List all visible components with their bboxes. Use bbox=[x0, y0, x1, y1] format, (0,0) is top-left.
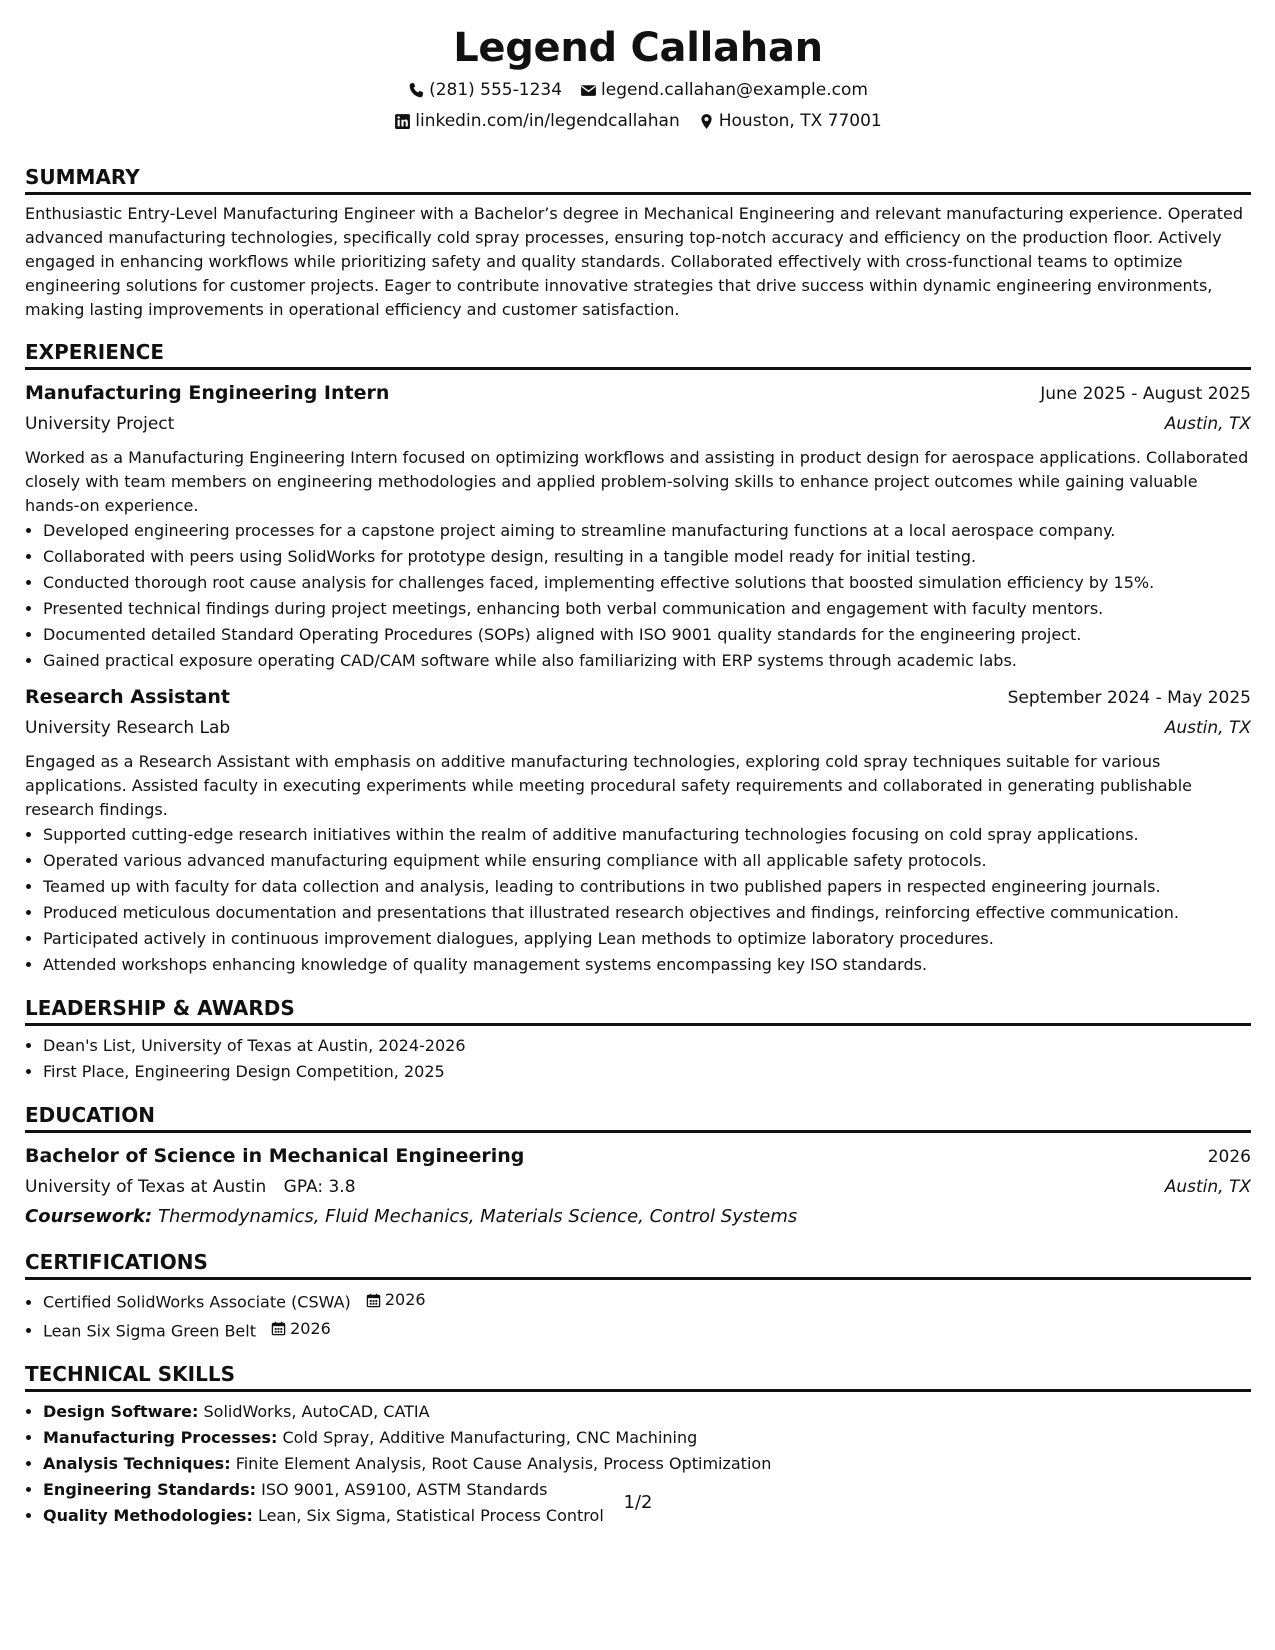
job-organization: University Project bbox=[25, 414, 175, 434]
coursework bbox=[25, 1202, 1251, 1232]
certification-name: Certified SolidWorks Associate (CSWA) bbox=[43, 1292, 351, 1312]
skill-values: Cold Spray, Additive Manufacturing, CNC Machining bbox=[282, 1428, 698, 1447]
phone-contact bbox=[408, 78, 562, 102]
list-item: • Attended workshops enhancing knowledge of quality management systems encompassing key ISO standards. bbox=[43, 952, 1251, 978]
certification-year: 2026 bbox=[384, 1290, 426, 1309]
job-location: Austin, TX bbox=[1164, 414, 1251, 434]
contact-line-1 bbox=[25, 78, 1251, 102]
list-item bbox=[43, 1316, 1251, 1345]
linkedin-contact[interactable] bbox=[394, 109, 679, 133]
coursework-label: Coursework: bbox=[25, 1206, 153, 1227]
candidate-name: Legend Callahan bbox=[453, 25, 823, 71]
skill-values: ISO 9001, AS9100, ASTM Standards bbox=[261, 1480, 548, 1499]
phone-number: (281) 555-1234 bbox=[429, 80, 563, 100]
list-item: • Documented detailed Standard Operating Procedures (SOPs) aligned with ISO 9001 quality standards for the engineering project. bbox=[43, 622, 1251, 648]
job-bullets bbox=[25, 518, 1251, 674]
list-item bbox=[43, 1425, 1251, 1451]
skill-category: Design Software: bbox=[43, 1402, 199, 1421]
skill-values: Finite Element Analysis, Root Cause Analysis, Process Optimization bbox=[235, 1454, 772, 1473]
summary-heading: SUMMARY bbox=[25, 165, 1251, 195]
awards-list bbox=[25, 1033, 1251, 1085]
job-dates: September 2024 - May 2025 bbox=[1007, 688, 1251, 708]
job-entry bbox=[25, 682, 1251, 978]
list-item: • Produced meticulous documentation and presentations that illustrated research objectives and findings, reinforcing effective communication. bbox=[43, 900, 1251, 926]
location-contact bbox=[698, 109, 882, 133]
certification-name: Lean Six Sigma Green Belt bbox=[43, 1321, 256, 1340]
school-location: Austin, TX bbox=[1164, 1177, 1251, 1197]
summary-text: Enthusiastic Entry-Level Manufacturing Engineer with a Bachelor’s degree in Mechanical Engineering and relevant manufacturing experience. Operated advanced manufacturing technologies, specifically cold spray processes, ensuring top-notch accuracy and efficiency on the production floor. Actively engaged in enhancing workflows while prioritizing safety and quality standards. Collaborated effectively with cross-functional teams to optimize engineering solutions for customer projects. Eager to contribute innovative strategies that drive success within dynamic engineering environments, making lasting improvements in operational efficiency and customer satisfaction. bbox=[25, 204, 1243, 319]
gpa: GPA: 3.8 bbox=[283, 1177, 356, 1197]
linkedin-url[interactable]: linkedin.com/in/legendcallahan bbox=[415, 111, 680, 131]
skills-heading: TECHNICAL SKILLS bbox=[25, 1362, 1251, 1392]
page-number: 1/2 bbox=[623, 1492, 653, 1513]
graduation-year: 2026 bbox=[1207, 1147, 1251, 1167]
list-item bbox=[43, 1287, 1251, 1316]
certifications-list bbox=[25, 1287, 1251, 1344]
email-address[interactable]: legend.callahan@example.com bbox=[601, 80, 868, 100]
skill-values: SolidWorks, AutoCAD, CATIA bbox=[203, 1402, 430, 1421]
job-description: Engaged as a Research Assistant with emphasis on additive manufacturing technologies, exploring cold spray techniques suitable for various applications. Assisted faculty in executing experiments while meeting procedural safety requirements and collaborated in generating publishable research findings. bbox=[25, 752, 1192, 819]
experience-heading: EXPERIENCE bbox=[25, 340, 1251, 370]
coursework-list: Thermodynamics, Fluid Mechanics, Materials Science, Control Systems bbox=[157, 1206, 798, 1227]
school-name: University of Texas at Austin bbox=[25, 1177, 267, 1197]
job-entry bbox=[25, 378, 1251, 674]
list-item: • Supported cutting-edge research initiatives within the realm of additive manufacturing technologies focusing on cold spray applications. bbox=[43, 822, 1251, 848]
list-item: • Collaborated with peers using SolidWorks for prototype design, resulting in a tangible model ready for initial testing. bbox=[43, 544, 1251, 570]
list-item bbox=[43, 1399, 1251, 1425]
job-description: Worked as a Manufacturing Engineering Intern focused on optimizing workflows and assisting in product design for aerospace applications. Collaborated closely with team members on engineering methodologies and applied problem-solving skills to enhance project outcomes while gaining valuable hands-on experience. bbox=[25, 448, 1249, 515]
list-item bbox=[43, 1451, 1251, 1477]
email-contact[interactable] bbox=[580, 78, 868, 102]
list-item: • Teamed up with faculty for data collection and analysis, leading to contributions in two published papers in respected engineering journals. bbox=[43, 874, 1251, 900]
list-item: • First Place, Engineering Design Competition, 2025 bbox=[43, 1059, 1251, 1085]
list-item: • Presented technical findings during project meetings, enhancing both verbal communication and engagement with faculty mentors. bbox=[43, 596, 1251, 622]
job-title: Manufacturing Engineering Intern bbox=[25, 382, 390, 404]
certification-date bbox=[271, 1316, 331, 1342]
school-info bbox=[25, 1172, 356, 1202]
calendar-icon bbox=[366, 1293, 381, 1308]
location-text: Houston, TX 77001 bbox=[718, 111, 882, 131]
job-title: Research Assistant bbox=[25, 686, 230, 708]
phone-icon bbox=[408, 82, 425, 99]
certifications-heading: CERTIFICATIONS bbox=[25, 1250, 1251, 1280]
skill-category: Manufacturing Processes: bbox=[43, 1428, 278, 1447]
education-heading: EDUCATION bbox=[25, 1103, 1251, 1133]
list-item: • Participated actively in continuous improvement dialogues, applying Lean methods to optimize laboratory procedures. bbox=[43, 926, 1251, 952]
linkedin-icon bbox=[394, 113, 411, 130]
skill-category: Analysis Techniques: bbox=[43, 1454, 231, 1473]
certification-date bbox=[366, 1287, 426, 1313]
skill-category: Quality Methodologies: bbox=[43, 1506, 253, 1525]
job-organization: University Research Lab bbox=[25, 718, 231, 738]
map-pin-icon bbox=[698, 113, 715, 130]
list-item: • Dean's List, University of Texas at Austin, 2024-2026 bbox=[43, 1033, 1251, 1059]
resume-page bbox=[25, 0, 1251, 1529]
job-bullets bbox=[25, 822, 1251, 978]
education-entry bbox=[25, 1141, 1251, 1232]
skill-category: Engineering Standards: bbox=[43, 1480, 257, 1499]
calendar-icon bbox=[271, 1321, 286, 1336]
list-item: • Operated various advanced manufacturing equipment while ensuring compliance with all applicable safety protocols. bbox=[43, 848, 1251, 874]
leadership-heading: LEADERSHIP & AWARDS bbox=[25, 996, 1251, 1026]
certification-year: 2026 bbox=[290, 1318, 331, 1338]
job-dates: June 2025 - August 2025 bbox=[1040, 384, 1251, 404]
list-item: • Developed engineering processes for a capstone project aiming to streamline manufacturing functions at a local aerospace company. bbox=[43, 518, 1251, 544]
skill-values: Lean, Six Sigma, Statistical Process Control bbox=[257, 1506, 604, 1525]
degree-title: Bachelor of Science in Mechanical Engineering bbox=[25, 1145, 525, 1167]
envelope-icon bbox=[580, 82, 597, 99]
contact-line-2 bbox=[25, 109, 1251, 133]
list-item: • Conducted thorough root cause analysis for challenges faced, implementing effective solutions that boosted simulation efficiency by 15%. bbox=[43, 570, 1251, 596]
job-location: Austin, TX bbox=[1164, 718, 1251, 738]
list-item: • Gained practical exposure operating CAD/CAM software while also familiarizing with ERP systems through academic labs. bbox=[43, 648, 1251, 674]
